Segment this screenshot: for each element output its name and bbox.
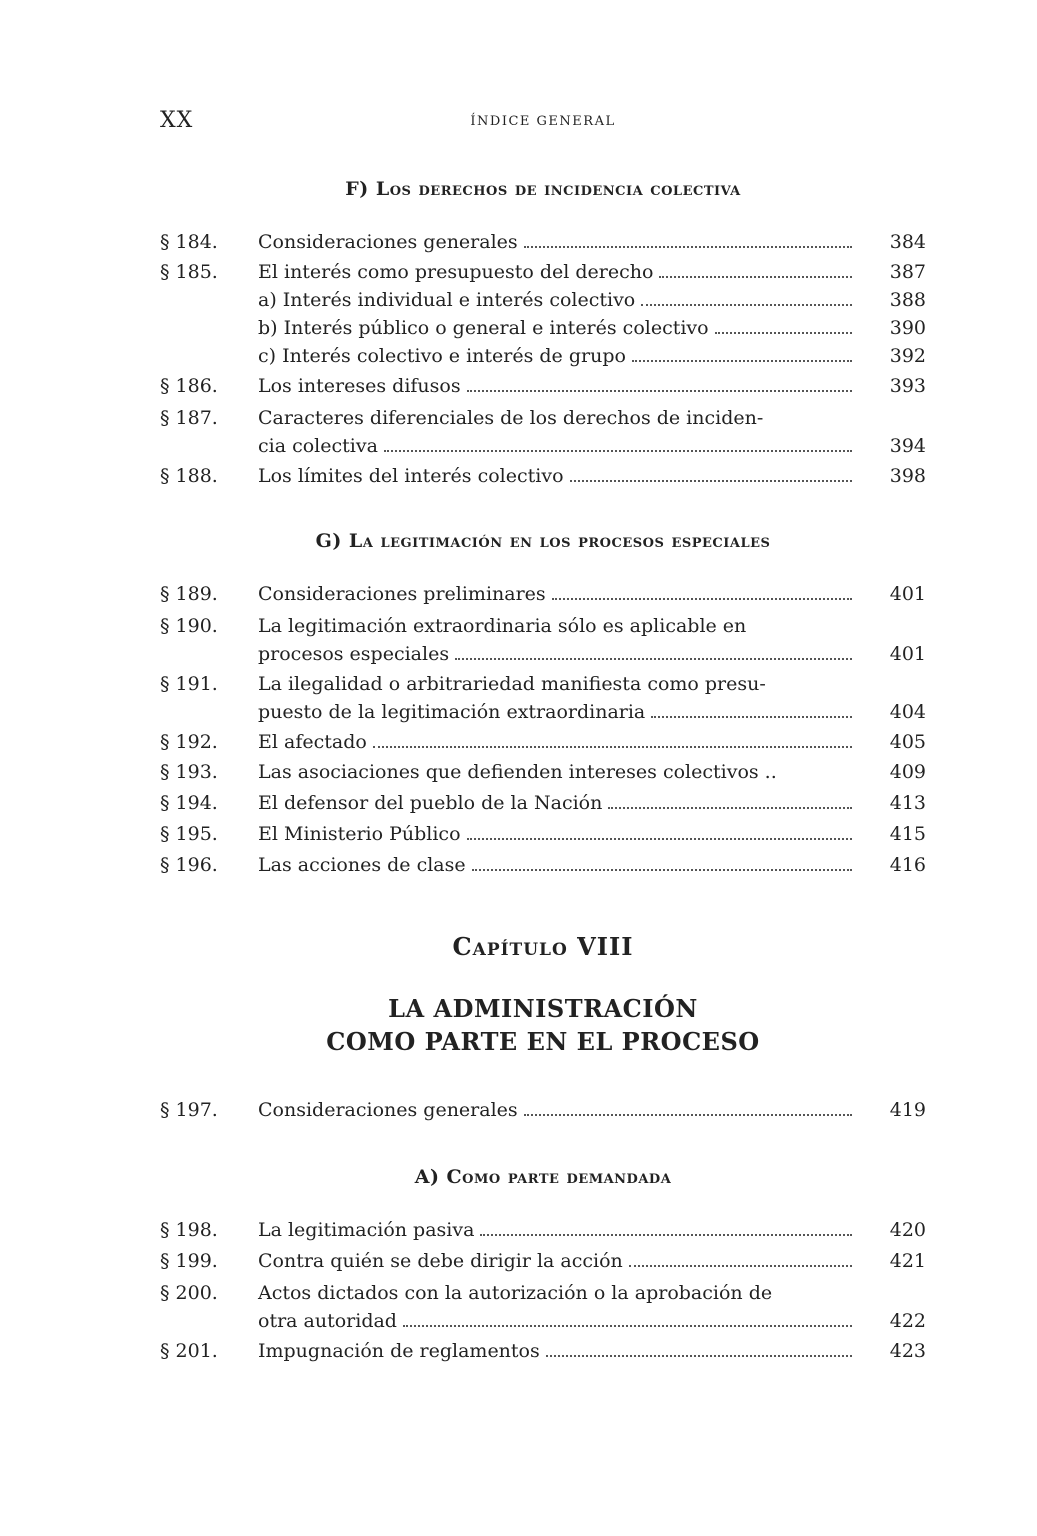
entry-number: § 199. <box>160 1250 218 1272</box>
toc-entry[interactable] <box>160 1337 926 1365</box>
entry-title-line-2: puesto de la legitimación extraordinaria <box>258 698 651 726</box>
entry-page: 421 <box>889 1250 926 1272</box>
entry-page: 392 <box>889 345 926 367</box>
entry-page: 401 <box>889 643 926 665</box>
entry-page: 401 <box>889 583 926 605</box>
toc-entry[interactable] <box>160 820 926 848</box>
entry-title: Las acciones de clase <box>258 851 472 879</box>
subentry-title: a) Interés individual e interés colectivo <box>258 286 641 314</box>
entry-title-line-2: procesos especiales <box>258 640 455 668</box>
entry-title-line-1: La legitimación extraordinaria sólo es aplicable en <box>258 615 747 637</box>
entry-number: § 185. <box>160 261 218 283</box>
toc-subentry[interactable] <box>160 314 926 342</box>
entry-page: 413 <box>889 792 926 814</box>
entry-number: § 198. <box>160 1219 218 1241</box>
entry-page: 384 <box>889 231 926 253</box>
entry-title: La legitimación pasiva <box>258 1216 480 1244</box>
entry-number: § 200. <box>160 1282 218 1304</box>
entry-number: § 201. <box>160 1340 218 1362</box>
toc-entry[interactable] <box>160 1216 926 1244</box>
entry-title: Consideraciones generales <box>258 1096 524 1124</box>
toc-entry[interactable] <box>160 462 926 490</box>
toc-entry[interactable] <box>160 728 926 756</box>
entry-number: § 189. <box>160 583 218 605</box>
section-heading-a: A) Como parte demandada <box>414 1166 672 1188</box>
entry-number: § 196. <box>160 854 218 876</box>
entry-page: 415 <box>889 823 926 845</box>
entry-title: Consideraciones generales <box>258 228 524 256</box>
toc-entry[interactable] <box>160 1096 926 1124</box>
toc-subentry[interactable] <box>160 286 926 314</box>
entry-title-line-2: cia colectiva <box>258 432 384 460</box>
entry-page: 422 <box>889 1310 926 1332</box>
subentry-title: c) Interés colectivo e interés de grupo <box>258 342 632 370</box>
entry-page: 420 <box>889 1219 926 1241</box>
entry-title: Contra quién se debe dirigir la acción <box>258 1247 629 1275</box>
entry-title-line-1: Caracteres diferenciales de los derechos de inciden- <box>258 407 764 429</box>
entry-page: 398 <box>889 465 926 487</box>
entry-page: 394 <box>889 435 926 457</box>
toc-entry[interactable] <box>160 580 926 608</box>
chapter-title-line-1: LA ADMINISTRACIÓN <box>388 994 698 1023</box>
entry-number: § 184. <box>160 231 218 253</box>
entry-number: § 188. <box>160 465 218 487</box>
entry-page: 423 <box>889 1340 926 1362</box>
toc-subentry[interactable] <box>160 342 926 370</box>
entry-title: El Ministerio Público <box>258 820 467 848</box>
folio: XX <box>160 108 194 133</box>
entry-title: El interés como presupuesto del derecho <box>258 258 659 286</box>
entry-title: Impugnación de reglamentos <box>258 1337 546 1365</box>
toc-entry[interactable] <box>160 1279 926 1335</box>
toc-entry[interactable] <box>160 404 926 460</box>
entry-page: 390 <box>889 317 926 339</box>
toc-entry[interactable] <box>160 372 926 400</box>
entry-page: 409 <box>889 761 926 783</box>
entry-page: 419 <box>889 1099 926 1121</box>
entry-number: § 197. <box>160 1099 218 1121</box>
toc-entry[interactable] <box>160 670 926 726</box>
entry-number: § 186. <box>160 375 218 397</box>
entry-page: 388 <box>889 289 926 311</box>
entry-title: Los límites del interés colectivo <box>258 462 570 490</box>
running-head <box>160 108 926 138</box>
entry-title: Consideraciones preliminares <box>258 580 552 608</box>
running-head-title: ÍNDICE GENERAL <box>470 114 616 129</box>
entry-title-line-1: La ilegalidad o arbitrariedad manifiesta como presu- <box>258 673 766 695</box>
entry-number: § 195. <box>160 823 218 845</box>
section-heading-g: G) La legitimación en los procesos especiales <box>315 530 771 552</box>
entry-page: 404 <box>889 701 926 723</box>
toc-entry[interactable] <box>160 758 926 786</box>
toc-entry[interactable] <box>160 258 926 286</box>
entry-number: § 190. <box>160 615 218 637</box>
chapter-heading: Capítulo VIII <box>452 932 634 961</box>
toc-entry[interactable] <box>160 612 926 668</box>
entry-page: 405 <box>889 731 926 753</box>
entry-number: § 194. <box>160 792 218 814</box>
chapter-title <box>160 992 926 1058</box>
entry-page: 393 <box>889 375 926 397</box>
entry-title-line-1: Actos dictados con la autorización o la aprobación de <box>258 1282 773 1304</box>
entry-title: Las asociaciones que defienden intereses colectivos .. <box>258 761 777 783</box>
chapter-title-line-2: COMO PARTE EN EL PROCESO <box>326 1027 760 1056</box>
entry-number: § 193. <box>160 761 218 783</box>
entry-title: El afectado <box>258 728 373 756</box>
section-heading-f: F) Los derechos de incidencia colectiva <box>345 178 741 200</box>
entry-title-line-2: otra autoridad <box>258 1307 403 1335</box>
entry-page: 416 <box>889 854 926 876</box>
toc-entry[interactable] <box>160 228 926 256</box>
subentry-title: b) Interés público o general e interés colectivo <box>258 314 715 342</box>
entry-number: § 191. <box>160 673 218 695</box>
toc-entry[interactable] <box>160 789 926 817</box>
toc-entry[interactable] <box>160 851 926 879</box>
entry-number: § 192. <box>160 731 218 753</box>
entry-title: El defensor del pueblo de la Nación <box>258 789 608 817</box>
entry-title: Los intereses difusos <box>258 372 467 400</box>
entry-page: 387 <box>889 261 926 283</box>
entry-number: § 187. <box>160 407 218 429</box>
toc-entry[interactable] <box>160 1247 926 1275</box>
